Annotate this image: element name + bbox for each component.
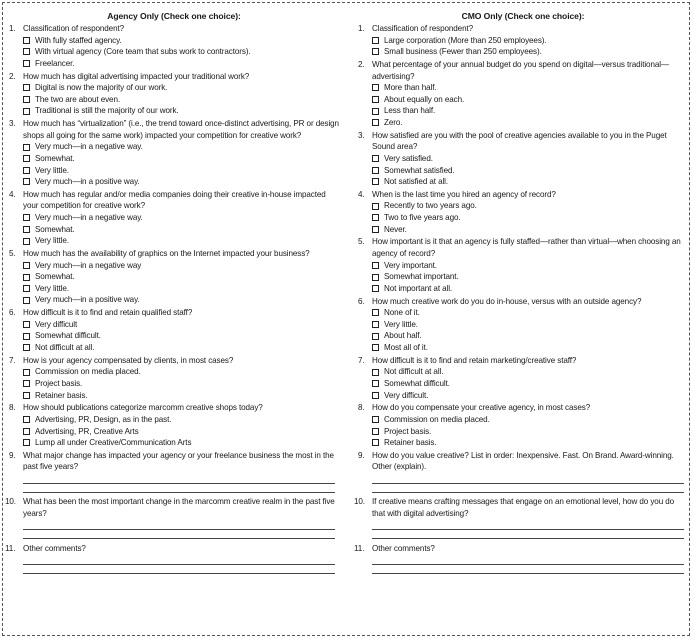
question-number: 9. xyxy=(358,450,365,460)
question-11 xyxy=(354,543,688,577)
option[interactable] xyxy=(23,414,339,426)
checkbox[interactable] xyxy=(372,285,379,292)
question-text: Other comments? xyxy=(372,543,435,553)
checkbox[interactable] xyxy=(372,84,379,91)
option-label: Less than half. xyxy=(384,106,436,116)
option[interactable] xyxy=(23,390,339,402)
option-label: Very difficult xyxy=(35,319,78,329)
question-text: How should publications categorize marcomm creative shops today? xyxy=(23,403,263,413)
option-label: Somewhat satisfied. xyxy=(384,165,455,175)
question-number: 5. xyxy=(9,249,16,259)
option[interactable] xyxy=(372,330,688,342)
checkbox[interactable] xyxy=(372,48,379,55)
option[interactable] xyxy=(372,165,688,177)
option-label: Not satisfied at all. xyxy=(384,177,449,187)
checkbox[interactable] xyxy=(372,439,379,446)
question-8 xyxy=(9,402,339,448)
answer-line[interactable] xyxy=(372,556,684,565)
question-text: What has been the most important change in the marcomm creative realm in the past five years? xyxy=(23,497,335,518)
option-label: Very satisfied. xyxy=(384,153,433,163)
question-7 xyxy=(358,355,688,401)
option-label: Somewhat. xyxy=(35,272,75,282)
option[interactable] xyxy=(23,319,339,331)
checkbox[interactable] xyxy=(372,321,379,328)
checkbox[interactable] xyxy=(23,344,30,351)
option-label: Very much—in a negative way. xyxy=(35,142,143,152)
checkbox[interactable] xyxy=(372,262,379,269)
question-number: 8. xyxy=(358,403,365,413)
question-text: How much has regular and/or media companies doing their creative in-house impacted your competition for creative work? xyxy=(23,189,326,211)
answer-line[interactable] xyxy=(23,484,335,493)
option-label: Not difficult at all. xyxy=(35,342,95,352)
checkbox[interactable] xyxy=(23,238,30,245)
option[interactable] xyxy=(23,46,339,58)
question-2 xyxy=(9,71,339,117)
checkbox[interactable] xyxy=(23,84,30,91)
question-text: How do you value creative? List in order: Inexpensive. Fast. On Brand. Award-winning. Other (explain). xyxy=(372,450,674,472)
checkbox[interactable] xyxy=(23,167,30,174)
option-label: Advertising, PR, Design, as in the past. xyxy=(35,414,172,424)
question-4 xyxy=(358,189,688,235)
option-label: The two are about even. xyxy=(35,94,120,104)
option-label: Two to five years ago. xyxy=(384,213,461,223)
checkbox[interactable] xyxy=(372,37,379,44)
spacer xyxy=(372,493,688,495)
checkbox[interactable] xyxy=(23,297,30,304)
checkbox[interactable] xyxy=(372,214,379,221)
question-text: How important is it that an agency is fully staffed—rather than virtual—when choosing an agency of record? xyxy=(372,237,681,259)
checkbox[interactable] xyxy=(23,48,30,55)
option-label: Most all of it. xyxy=(384,342,428,352)
option[interactable] xyxy=(372,414,688,426)
question-8 xyxy=(358,402,688,448)
question-text: How difficult is it to find and retain marketing/creative staff? xyxy=(372,355,577,365)
option-label: Not important at all. xyxy=(384,283,453,293)
option[interactable] xyxy=(372,260,688,272)
question-text: How much has the availability of graphics on the Internet impacted your business? xyxy=(23,249,310,259)
question-text: How much creative work do you do in-house, versus with an outside agency? xyxy=(372,296,642,306)
question-number: 4. xyxy=(358,189,365,199)
option-label: About half. xyxy=(384,331,422,341)
question-10 xyxy=(354,496,688,541)
option[interactable] xyxy=(23,437,339,449)
option[interactable] xyxy=(23,176,339,188)
answer-line[interactable] xyxy=(372,530,684,539)
question-6 xyxy=(358,296,688,354)
checkbox[interactable] xyxy=(23,155,30,162)
option-label: Somewhat difficult. xyxy=(35,331,101,341)
option[interactable] xyxy=(23,165,339,177)
question-number: 7. xyxy=(9,355,16,365)
checkbox[interactable] xyxy=(23,226,30,233)
checkbox[interactable] xyxy=(372,119,379,126)
spacer xyxy=(23,574,339,576)
question-number: 4. xyxy=(9,189,16,199)
question-text: If creative means crafting messages that engage on an emotional level, how do you do that with digital advertising? xyxy=(372,497,675,518)
question-9 xyxy=(9,450,339,495)
question-number: 9. xyxy=(9,450,16,460)
option[interactable] xyxy=(23,294,339,306)
spacer xyxy=(372,574,688,576)
checkbox[interactable] xyxy=(372,178,379,185)
question-text: Classification of respondent? xyxy=(23,24,125,33)
checkbox[interactable] xyxy=(372,203,379,210)
option[interactable] xyxy=(23,330,339,342)
checkbox[interactable] xyxy=(23,37,30,44)
option-label: Never. xyxy=(384,224,407,234)
option-label: Very much—in a positive way. xyxy=(35,295,140,305)
checkbox[interactable] xyxy=(372,428,379,435)
option-label: Lump all under Creative/Communication Arts xyxy=(35,438,192,448)
question-number: 2. xyxy=(9,71,16,81)
question-text: What major change has impacted your agency or your freelance business the most in the past five years? xyxy=(23,450,334,472)
question-number: 1. xyxy=(358,24,365,33)
option-label: Small business (Fewer than 250 employees). xyxy=(384,47,542,57)
option-label: Somewhat important. xyxy=(384,272,459,282)
option-label: Very little. xyxy=(384,319,418,329)
option-label: Very important. xyxy=(384,260,437,270)
question-9 xyxy=(358,450,688,495)
question-text: How satisfied are you with the pool of creative agencies available to you in the Puget Sound area? xyxy=(372,130,667,152)
question-1 xyxy=(9,23,339,69)
checkbox[interactable] xyxy=(23,369,30,376)
option[interactable] xyxy=(23,94,339,106)
checkbox[interactable] xyxy=(372,416,379,423)
checkbox[interactable] xyxy=(23,333,30,340)
answer-line[interactable] xyxy=(23,521,335,530)
option[interactable] xyxy=(372,153,688,165)
checkbox[interactable] xyxy=(23,262,30,269)
checkbox[interactable] xyxy=(23,392,30,399)
question-7 xyxy=(9,355,339,401)
question-5 xyxy=(358,236,688,294)
checkbox[interactable] xyxy=(372,333,379,340)
option[interactable] xyxy=(23,212,339,224)
option[interactable] xyxy=(23,378,339,390)
option-label: Commission on media placed. xyxy=(384,414,490,424)
option[interactable] xyxy=(23,283,339,295)
option[interactable] xyxy=(372,342,688,354)
option[interactable] xyxy=(372,366,688,378)
option-label: Very difficult. xyxy=(384,390,429,400)
option[interactable] xyxy=(372,200,688,212)
answer-line[interactable] xyxy=(23,530,335,539)
answer-line[interactable] xyxy=(372,475,684,484)
answer-line[interactable] xyxy=(23,565,335,574)
checkbox[interactable] xyxy=(23,274,30,281)
question-number: 2. xyxy=(358,59,365,69)
question-number: 1. xyxy=(9,24,16,33)
option[interactable] xyxy=(23,342,339,354)
option-label: Very little. xyxy=(35,236,69,246)
option-label: Project basis. xyxy=(384,426,432,436)
option[interactable] xyxy=(372,437,688,449)
option-label: Very much—in a negative way. xyxy=(35,213,143,223)
option-label: Commission on media placed. xyxy=(35,367,141,377)
question-text: How is your agency compensated by clients, in most cases? xyxy=(23,355,234,365)
option-label: Retainer basis. xyxy=(384,438,437,448)
checkbox[interactable] xyxy=(23,416,30,423)
option[interactable] xyxy=(23,35,339,47)
checkbox[interactable] xyxy=(23,321,30,328)
question-number: 3. xyxy=(9,119,16,129)
question-1 xyxy=(358,23,688,58)
option[interactable] xyxy=(23,235,339,247)
option-label: Traditional is still the majority of our work. xyxy=(35,106,179,116)
question-3 xyxy=(358,130,688,188)
option-label: Not difficult at all. xyxy=(384,367,444,377)
option[interactable] xyxy=(372,176,688,188)
question-number: 11. xyxy=(5,543,16,553)
option[interactable] xyxy=(372,426,688,438)
checkbox[interactable] xyxy=(23,214,30,221)
option-label: Freelancer. xyxy=(35,58,75,68)
question-number: 10. xyxy=(5,497,16,507)
option[interactable] xyxy=(372,82,688,94)
checkbox[interactable] xyxy=(23,144,30,151)
option[interactable] xyxy=(23,366,339,378)
option-label: Very much—in a positive way. xyxy=(35,177,140,187)
agency-questions xyxy=(5,23,339,576)
option-label: Retainer basis. xyxy=(35,390,88,400)
question-number: 6. xyxy=(9,308,16,318)
question-number: 3. xyxy=(358,130,365,140)
checkbox[interactable] xyxy=(372,96,379,103)
checkbox[interactable] xyxy=(372,226,379,233)
option-label: About equally on each. xyxy=(384,94,465,104)
option-label: Somewhat. xyxy=(35,224,75,234)
option[interactable] xyxy=(23,141,339,153)
answer-line[interactable] xyxy=(372,565,684,574)
question-text: Other comments? xyxy=(23,543,86,553)
spacer xyxy=(23,493,339,495)
question-number: 5. xyxy=(358,237,365,247)
option[interactable] xyxy=(23,271,339,283)
checkbox[interactable] xyxy=(23,285,30,292)
agency-column xyxy=(5,10,339,577)
checkbox[interactable] xyxy=(372,392,379,399)
answer-line[interactable] xyxy=(23,475,335,484)
question-number: 7. xyxy=(358,355,365,365)
option[interactable] xyxy=(23,224,339,236)
checkbox[interactable] xyxy=(372,309,379,316)
option-label: Very much—in a negative way xyxy=(35,260,142,270)
checkbox[interactable] xyxy=(372,108,379,115)
question-text: Classification of respondent? xyxy=(372,24,474,33)
checkbox[interactable] xyxy=(372,369,379,376)
option[interactable] xyxy=(23,82,339,94)
question-11 xyxy=(5,543,339,577)
checkbox[interactable] xyxy=(23,380,30,387)
option-label: With fully staffed agency. xyxy=(35,35,122,45)
question-6 xyxy=(9,307,339,353)
option-label: Project basis. xyxy=(35,378,83,388)
question-number: 8. xyxy=(9,403,16,413)
cmo-questions xyxy=(354,23,688,576)
question-number: 11. xyxy=(354,543,365,553)
question-4 xyxy=(9,189,339,247)
option-label: Digital is now the majority of our work. xyxy=(35,83,168,93)
answer-line[interactable] xyxy=(372,484,684,493)
option[interactable] xyxy=(23,426,339,438)
option-label: Recently to two years ago. xyxy=(384,201,477,211)
option[interactable] xyxy=(23,58,339,70)
answer-line[interactable] xyxy=(372,521,684,530)
question-2 xyxy=(358,59,688,129)
option-label: Somewhat. xyxy=(35,153,75,163)
question-text: What percentage of your annual budget do you spend on digital—versus traditional—advertising? xyxy=(372,59,669,81)
answer-line[interactable] xyxy=(23,556,335,565)
checkbox[interactable] xyxy=(23,60,30,67)
option-label: Zero. xyxy=(384,117,403,127)
option-label: More than half. xyxy=(384,83,437,93)
question-text: How much has digital advertising impacted your traditional work? xyxy=(23,71,250,81)
question-3 xyxy=(9,118,339,188)
question-text: How much has “virtualization” (i.e., the trend toward once-distinct advertising, PR or design shops all going for the same work) impacted your competition for creative work? xyxy=(23,119,339,140)
option-label: Advertising, PR, Creative Arts xyxy=(35,426,139,436)
spacer xyxy=(372,539,688,541)
cmo-heading: CMO Only (Check one choice): xyxy=(461,11,585,21)
option-label: None of it. xyxy=(384,308,420,318)
option[interactable] xyxy=(372,271,688,283)
question-number: 10. xyxy=(354,497,365,507)
option[interactable] xyxy=(23,105,339,117)
checkbox[interactable] xyxy=(372,274,379,281)
question-text: How do you compensate your creative agency, in most cases? xyxy=(372,403,591,413)
checkbox[interactable] xyxy=(23,178,30,185)
option[interactable] xyxy=(372,390,688,402)
option-label: Somewhat difficult. xyxy=(384,378,450,388)
option[interactable] xyxy=(23,260,339,272)
option[interactable] xyxy=(372,283,688,295)
option[interactable] xyxy=(372,212,688,224)
agency-heading: Agency Only (Check one choice): xyxy=(107,11,241,21)
checkbox[interactable] xyxy=(23,108,30,115)
spacer xyxy=(23,539,339,541)
option[interactable] xyxy=(372,117,688,129)
checkbox[interactable] xyxy=(372,167,379,174)
question-text: How difficult is it to find and retain qualified staff? xyxy=(23,308,193,318)
checkbox[interactable] xyxy=(23,439,30,446)
checkbox[interactable] xyxy=(23,96,30,103)
option[interactable] xyxy=(372,46,688,58)
cmo-column xyxy=(354,10,688,577)
option-label: Very little. xyxy=(35,165,69,175)
option[interactable] xyxy=(372,378,688,390)
question-number: 6. xyxy=(358,296,365,306)
option[interactable] xyxy=(372,307,688,319)
option[interactable] xyxy=(23,153,339,165)
option-label: With virtual agency (Core team that subs work to contractors). xyxy=(35,47,251,57)
checkbox[interactable] xyxy=(372,344,379,351)
question-5 xyxy=(9,248,339,306)
checkbox[interactable] xyxy=(23,428,30,435)
option-label: Large corporation (More than 250 employees). xyxy=(384,35,547,45)
checkbox[interactable] xyxy=(372,380,379,387)
option[interactable] xyxy=(372,224,688,236)
option[interactable] xyxy=(372,105,688,117)
option-label: Very little. xyxy=(35,283,69,293)
checkbox[interactable] xyxy=(372,155,379,162)
question-text: When is the last time you hired an agency of record? xyxy=(372,189,556,199)
option[interactable] xyxy=(372,319,688,331)
option[interactable] xyxy=(372,35,688,47)
question-10 xyxy=(5,496,339,541)
option[interactable] xyxy=(372,94,688,106)
